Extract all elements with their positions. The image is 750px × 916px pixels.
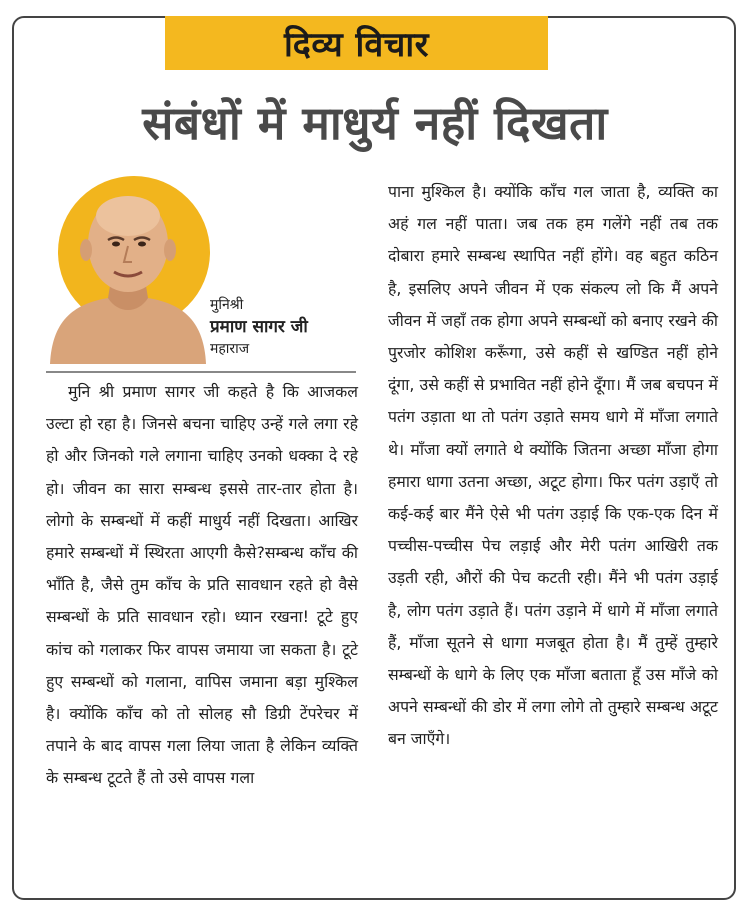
section-banner [165, 16, 548, 70]
author-portrait [48, 182, 208, 364]
banner-title: दिव्य विचार [283, 25, 430, 65]
article-left-column: मुनि श्री प्रमाण सागर जी कहते है कि आजकल उल्टा हो रहा है। जिनसे बचना चाहिए उन्हें गले लगा रहे हो और जिनको गले लगाना चाहिए उनको धक्का दे रहे हो। जीवन का सारा सम्बन्ध इससे तार-तार होता है। लोगो के सम्बन्धों में कहीं माधुर्य नहीं दिखता। आखिर हमारे सम्बन्धों में स्थिरता आएगी कैसे?सम्बन्ध काँच की भाँति है, जैसे तुम काँच के प्रति सावधान रहते हो वैसे सम्बन्धों के प्रति सावधान रहो। ध्यान रखना! टूटे हुए कांच को गलाकर फिर वापस जमाया जा सकता है। टूटे हुए सम्बन्धों को गलाना, वापिस जमाना बड़ा मुश्किल है। क्योंकि काँच को तो सोलह सौ डिग्री टेंपरेचर में तपाने के बाद वापस गला लिया जाता है लेकिन व्यक्ति के सम्बन्ध टूटते हैं तो उसे वापस गला [46, 382, 358, 788]
article-right-column: पाना मुश्किल है। क्योंकि काँच गल जाता है, व्यक्ति का अहं गल नहीं पाता। जब तक हम गलेंगे नहीं तब तक दोबारा हमारे सम्बन्ध स्थापित नहीं होंगे। वह बहुत कठिन है, इसलिए अपने जीवन में एक संकल्प लो कि मैं अपने जीवन में जहाँ तक होगा अपने सम्बन्धों को बनाए रखने की पुरजोर कोशिश करूँगा, उसे कहीं से खण्डित नहीं होने दूंगा, उसे कहीं से प्रभावित नहीं होने दूँगा। मैं जब बचपन में पतंग उड़ाता था तो पतंग उड़ाते समय धागे में माँजा लगाते थे। माँजा क्यों लगाते थे क्योंकि जितना अच्छा माँजा होगा हमारा धागा उतना अच्छा, अटूट होगा। फिर पतंग उड़ाएँ तो कई-कई बार मैंने ऐसे भी पतंग उड़ाई कि एक-एक दिन में पच्चीस-पच्चीस पेच लड़ाई और मेरी पतंग आखिरी तक उड़ती रही, औरों की पेच कटती रही। मैंने भी पतंग उड़ाई है, लोग पतंग उड़ाते हैं। पतंग उड़ाने में धागे में माँजा लगाते हैं, माँजा सूतने से धागा मजबूत होता है। मैं तुम्हें तुम्हारे सम्बन्धों के धागे के लिए एक माँजा बताता हूँ उस माँजे को अपने सम्बन्धों की डोर में लगा लोगे तो तुम्हारे सम्बन्ध अटूट बन जाएँगे। [388, 182, 718, 749]
author-name: प्रमाण सागर जी [210, 317, 308, 337]
author-suffix: महाराज [210, 341, 250, 357]
author-byline [210, 295, 308, 359]
column-divider [46, 371, 356, 373]
headline: संबंधों में माधुर्य नहीं दिखता [142, 96, 608, 150]
author-prefix: मुनिश्री [210, 297, 244, 313]
